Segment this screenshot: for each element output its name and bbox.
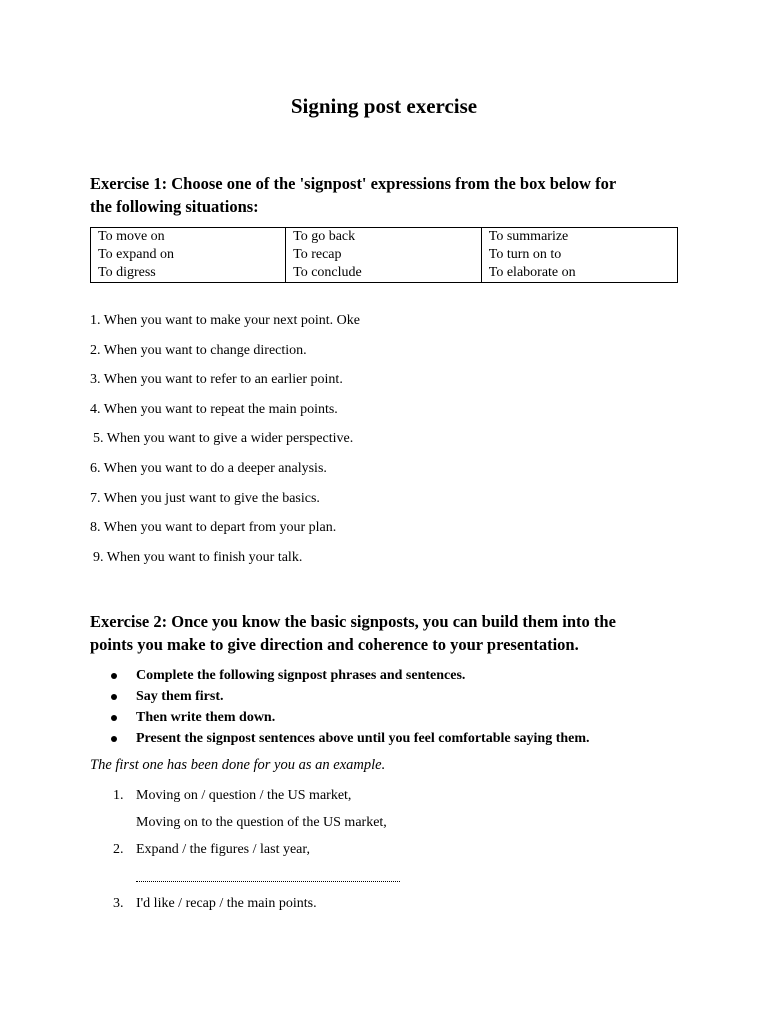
example-note: The first one has been done for you as an example.	[90, 757, 386, 773]
item-number: 1.	[113, 788, 124, 803]
bullet-text: Complete the following signpost phrases and sentences.	[136, 668, 466, 683]
exercise-1-questions	[90, 311, 690, 577]
exercise-2-items	[90, 786, 690, 921]
bullet-item	[110, 666, 590, 687]
exercise-1-heading	[90, 172, 670, 218]
box-expression: To summarize	[488, 229, 569, 244]
question-item: 1. When you want to make your next point. Oke	[90, 313, 360, 328]
box-expression: To go back	[293, 229, 356, 244]
item-number: 3.	[113, 896, 124, 911]
bullet-item	[110, 708, 590, 729]
box-expression: To conclude	[293, 265, 362, 280]
bullet-text: Then write them down.	[136, 710, 276, 725]
example-answer	[90, 813, 690, 840]
question-item: 8. When you want to depart from your plan.	[90, 520, 337, 536]
question-item: 2. When you want to change direction.	[90, 342, 307, 358]
question-item: 5. When you want to give a wider perspective.	[93, 431, 354, 447]
bullet-dot-icon	[111, 736, 117, 742]
exercise-item	[90, 786, 690, 813]
box-column-1	[91, 228, 286, 283]
item-answer: Moving on to the question of the US market,	[136, 815, 387, 830]
bullet-item	[110, 687, 590, 708]
item-prompt: Moving on / question / the US market,	[136, 788, 352, 803]
exercise-1-heading-line-2: the following situations:	[90, 197, 259, 216]
bullet-dot-icon	[111, 673, 117, 679]
item-prompt: Expand / the figures / last year,	[136, 842, 310, 857]
box-expression: To expand on	[98, 247, 175, 262]
signpost-expressions-box	[90, 227, 678, 283]
page-title: Signing post exercise	[290, 94, 478, 118]
item-prompt: I'd like / recap / the main points.	[136, 896, 317, 911]
question-item: 6. When you want to do a deeper analysis.	[90, 460, 327, 476]
question-item: 4. When you want to repeat the main points.	[90, 401, 338, 417]
exercise-item	[90, 894, 690, 921]
box-expression: To recap	[293, 247, 342, 262]
question-item: 3. When you want to refer to an earlier point.	[90, 372, 343, 388]
exercise-item	[90, 840, 690, 867]
box-column-2	[286, 228, 482, 283]
exercise-2-heading	[90, 610, 670, 656]
bullet-item	[110, 729, 590, 750]
box-expression: To elaborate on	[488, 265, 576, 280]
question-item: 7. When you just want to give the basics.	[90, 490, 320, 506]
exercise-2-heading-line-2: points you make to give direction and coherence to your presentation.	[90, 635, 579, 654]
item-number: 2.	[113, 842, 124, 857]
answer-blank-line[interactable]	[90, 867, 690, 894]
dotted-answer-line[interactable]	[136, 881, 400, 882]
box-column-3	[481, 228, 677, 283]
exercise-1-heading-line-1: Exercise 1: Choose one of the 'signpost' expressions from the box below for	[90, 174, 617, 193]
exercise-2-heading-line-1: Exercise 2: Once you know the basic signposts, you can build them into the	[90, 612, 616, 631]
box-expression: To move on	[98, 229, 165, 244]
bullet-dot-icon	[111, 715, 117, 721]
instruction-bullets	[110, 666, 590, 750]
box-expression: To turn on to	[488, 247, 562, 262]
bullet-text: Present the signpost sentences above until you feel comfortable saying them.	[136, 731, 590, 746]
box-expression: To digress	[98, 265, 156, 280]
bullet-text: Say them first.	[136, 689, 224, 704]
question-item: 9. When you want to finish your talk.	[93, 549, 303, 565]
bullet-dot-icon	[111, 694, 117, 700]
